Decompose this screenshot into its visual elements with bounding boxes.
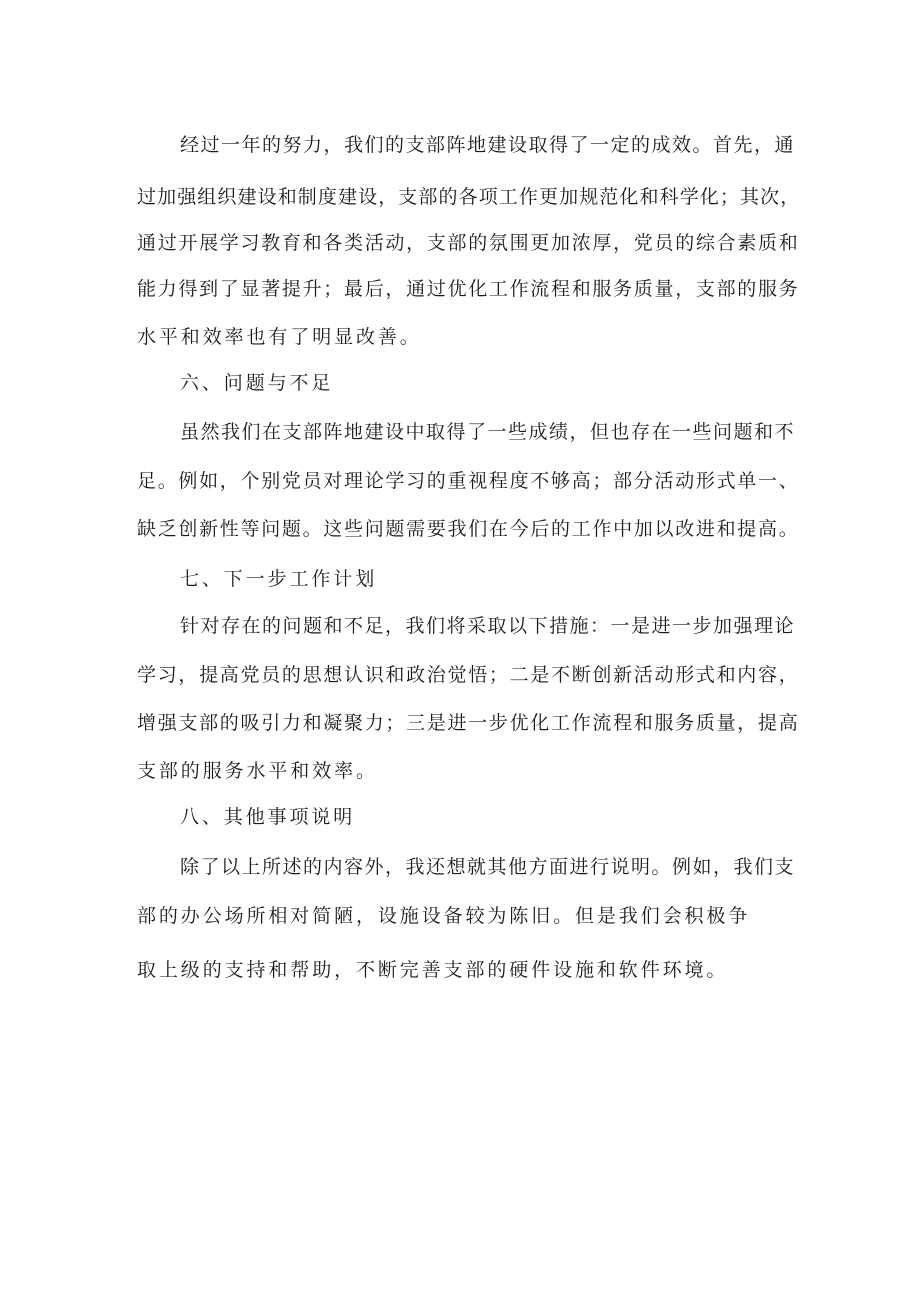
paragraph-line: 学习，提高党员的思想认识和政治觉悟；二是不断创新活动形式和内容，	[137, 664, 800, 686]
section-heading: 七、下一步工作计划	[180, 568, 378, 590]
paragraph-line: 针对存在的问题和不足，我们将采取以下措施：一是进一步加强理论	[180, 615, 796, 637]
paragraph-line: 部的办公场所相对简陋，设施设备较为陈旧。但是我们会积极争	[137, 905, 751, 927]
paragraph-line: 支部的服务水平和效率。	[137, 760, 378, 782]
paragraph-line: 通过开展学习教育和各类活动，支部的氛围更加浓厚，党员的综合素质和	[137, 232, 800, 254]
paragraph-line: 缺乏创新性等问题。这些问题需要我们在今后的工作中加以改进和提高。	[137, 518, 800, 540]
paragraph-line: 取上级的支持和帮助，不断完善支部的硬件设施和软件环境。	[137, 959, 729, 981]
section-heading: 六、问题与不足	[180, 372, 334, 394]
paragraph-line: 水平和效率也有了明显改善。	[137, 326, 422, 348]
paragraph-line: 过加强组织建设和制度建设，支部的各项工作更加规范化和科学化；其次，	[137, 186, 801, 208]
section-heading: 八、其他事项说明	[180, 806, 356, 828]
paragraph-line: 足。例如，个别党员对理论学习的重视程度不够高；部分活动形式单一、	[137, 470, 800, 492]
paragraph-line: 能力得到了显著提升；最后，通过优化工作流程和服务质量，支部的服务	[137, 278, 800, 300]
paragraph-line: 增强支部的吸引力和凝聚力；三是进一步优化工作流程和服务质量，提高	[137, 712, 800, 734]
paragraph-line: 经过一年的努力，我们的支部阵地建设取得了一定的成效。首先，通	[180, 134, 796, 156]
paragraph-line: 除了以上所述的内容外，我还想就其他方面进行说明。例如，我们支	[180, 856, 796, 878]
paragraph-line: 虽然我们在支部阵地建设中取得了一些成绩，但也存在一些问题和不	[180, 421, 796, 443]
